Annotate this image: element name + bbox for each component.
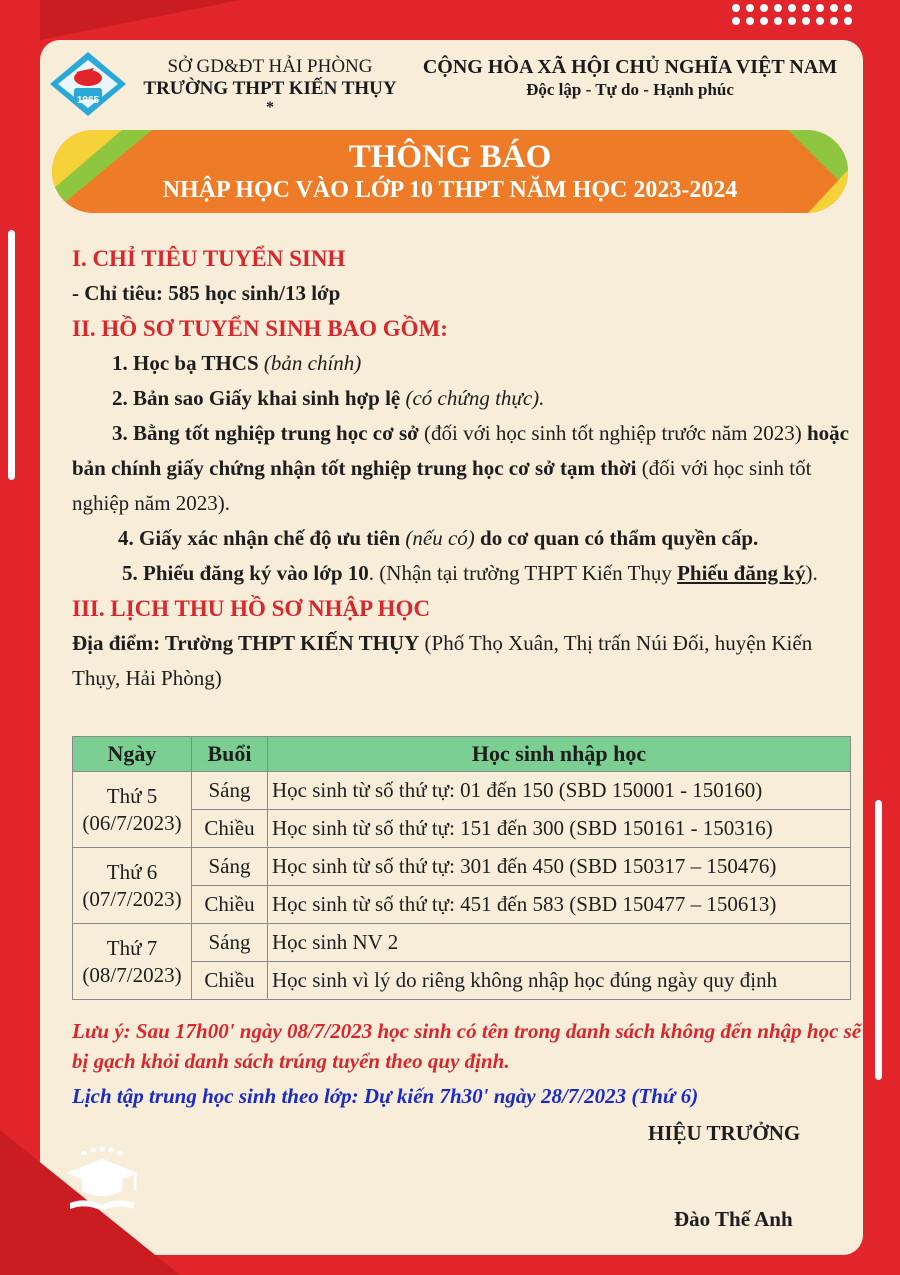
item4-note: (nếu có): [405, 526, 475, 550]
signature-name: Đào Thế Anh: [674, 1207, 793, 1231]
header-star: *: [266, 99, 274, 116]
students-cell: Học sinh vì lý do riêng không nhập học đúng ngày quy định: [268, 962, 851, 1000]
item4-text-a: 4. Giấy xác nhận chế độ ưu tiên: [118, 526, 401, 550]
decorative-stripe-right: [875, 800, 882, 1080]
day-name: Thứ 7: [106, 935, 158, 960]
session-cell: Sáng: [192, 924, 268, 962]
section3-heading: III. LỊCH THU HỒ SƠ NHẬP HỌC: [72, 596, 431, 621]
session-cell: Chiều: [192, 962, 268, 1000]
day-date: (08/7/2023): [82, 962, 182, 987]
school-header: [135, 56, 405, 116]
table-row: [73, 848, 851, 886]
session-cell: Sáng: [192, 772, 268, 810]
graduation-cap-icon: [62, 1145, 142, 1215]
document-item-5: [72, 556, 854, 591]
item3-text-b: hoặc bản chính giấy chứng nhận tốt nghiệp trung học cơ sở tạm thời: [72, 421, 849, 480]
decorative-dots-top: [732, 4, 853, 25]
day-name: Thứ 6: [106, 859, 158, 884]
item3-note-a: (đối với học sinh tốt nghiệp trước năm 2023): [418, 421, 807, 445]
table-header-row: [73, 737, 851, 772]
students-cell: Học sinh NV 2: [268, 924, 851, 962]
header-students: Học sinh nhập học: [268, 737, 851, 772]
day-name: Thứ 5: [106, 783, 158, 808]
decorative-stripe-left: [8, 230, 15, 480]
national-name: CỘNG HÒA XÃ HỘI CHỦ NGHĨA VIỆT NAM: [422, 56, 838, 78]
students-cell: Học sinh từ số thứ tự: 301 đến 450 (SBD 150317 – 150476): [268, 848, 851, 886]
day-cell: [73, 772, 192, 848]
session-cell: Chiều: [192, 810, 268, 848]
logo-year: 1965: [76, 95, 100, 106]
item4-text-b: do cơ quan có thẩm quyền cấp.: [480, 526, 759, 550]
document-item-2: [72, 381, 854, 416]
signature-title: HIỆU TRƯỞNG: [648, 1121, 801, 1145]
department-name: SỞ GD&ĐT HẢI PHÒNG: [167, 56, 373, 77]
section2-heading: II. HỒ SƠ TUYỂN SINH BAO GỒM:: [72, 316, 448, 341]
document-item-4: [72, 521, 854, 556]
header-session: Buổi: [192, 737, 268, 772]
admission-schedule-table: [72, 736, 851, 1000]
section1-heading: I. CHỈ TIÊU TUYỂN SINH: [72, 246, 346, 271]
school-name: TRƯỜNG THPT KIẾN THỤY: [143, 78, 397, 99]
day-date: (07/7/2023): [82, 886, 182, 911]
national-motto: Độc lập - Tự do - Hạnh phúc: [526, 80, 734, 99]
item3-note-b: (đối với học sinh tốt nghiệp năm 2023).: [72, 456, 812, 515]
item5-note: . (Nhận tại trường THPT Kiến Thụy: [368, 561, 678, 585]
document-item-1: [72, 346, 854, 381]
day-cell: [73, 924, 192, 1000]
item5-end: ).: [805, 561, 818, 585]
item5-text: 5. Phiếu đăng ký vào lớp 10: [122, 561, 369, 585]
item1-note: (bản chính): [263, 351, 362, 375]
item3-text-a: 3. Bằng tốt nghiệp trung học cơ sở: [112, 421, 419, 445]
session-cell: Chiều: [192, 886, 268, 924]
schedule-note: Lịch tập trung học sinh theo lớp: Dự kiến 7h30' ngày 28/7/2023 (Thứ 6): [72, 1084, 699, 1108]
notice-subtitle: NHẬP HỌC VÀO LỚP 10 THPT NĂM HỌC 2023-2024: [162, 177, 738, 203]
notice-title: THÔNG BÁO: [348, 139, 552, 175]
warning-note: Lưu ý: Sau 17h00' ngày 08/7/2023 học sinh có tên trong danh sách không đến nhập học sẽ bị gạch khỏi danh sách trúng tuyển theo quy định.: [72, 1019, 862, 1073]
title-banner: [52, 130, 848, 213]
students-cell: Học sinh từ số thứ tự: 451 đến 583 (SBD 150477 – 150613): [268, 886, 851, 924]
location-address: (Phố Thọ Xuân, Thị trấn Núi Đối, huyện Kiến Thụy, Hải Phòng): [72, 631, 813, 690]
header-day: Ngày: [73, 737, 192, 772]
session-cell: Sáng: [192, 848, 268, 886]
day-date: (06/7/2023): [82, 810, 182, 835]
school-logo-icon: [48, 50, 128, 118]
students-cell: Học sinh từ số thứ tự: 151 đến 300 (SBD 150161 - 150316): [268, 810, 851, 848]
notice-body: [72, 241, 854, 696]
item2-note: (có chứng thực).: [405, 386, 545, 410]
location-line: [72, 626, 854, 696]
table-row: [73, 924, 851, 962]
registration-form-link[interactable]: Phiếu đăng ký: [677, 561, 806, 585]
item2-text: 2. Bản sao Giấy khai sinh hợp lệ: [112, 386, 401, 410]
location-label: Địa điểm: Trường THPT KIẾN THỤY: [72, 631, 420, 655]
document-item-3: [72, 416, 854, 521]
quota-line: - Chỉ tiêu: 585 học sinh/13 lớp: [72, 281, 341, 305]
table-row: [73, 772, 851, 810]
national-header: [410, 56, 850, 101]
students-cell: Học sinh từ số thứ tự: 01 đến 150 (SBD 150001 - 150160): [268, 772, 851, 810]
item1-text: 1. Học bạ THCS: [112, 351, 259, 375]
day-cell: [73, 848, 192, 924]
corner-decoration-top: [40, 0, 240, 40]
